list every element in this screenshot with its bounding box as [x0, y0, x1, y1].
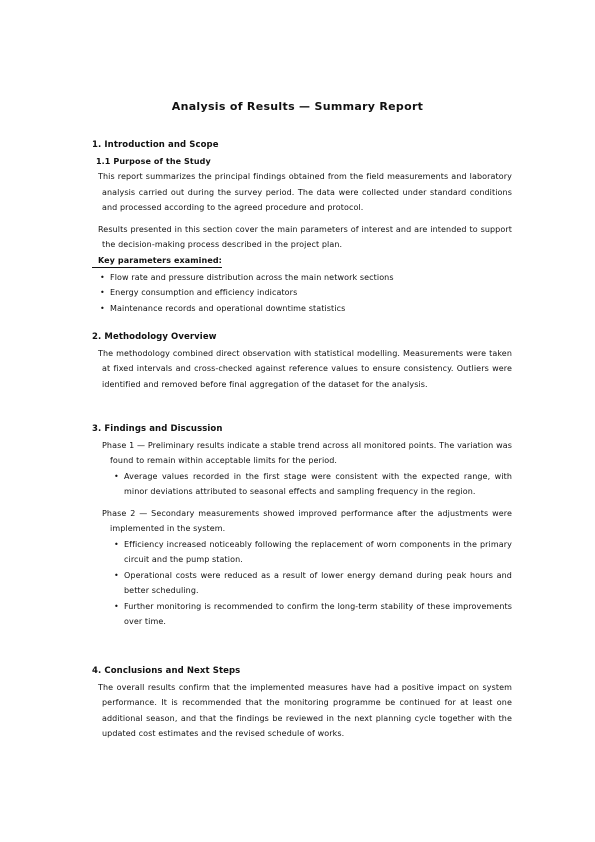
- bullet-list: [92, 270, 512, 317]
- finding-lead: Phase 2 — Secondary measurements showed improved performance after the adjustments were implemented in the system.: [102, 508, 512, 533]
- document-title: Analysis of Results — Summary Report: [171, 100, 424, 113]
- paragraph: The overall results confirm that the implemented measures have had a positive impact on system performance. It is recommended that the monitoring programme be continued for at least one additional season, and that the findings be reviewed in the next planning cycle together with the updated cost estimates and the revised schedule of works.: [98, 682, 512, 738]
- bullet-list: [92, 537, 512, 630]
- list-item: • Further monitoring is recommended to confirm the long-term stability of these improvements over time.: [114, 599, 512, 630]
- section-heading: 4. Conclusions and Next Steps: [92, 666, 241, 676]
- finding-lead: Phase 1 — Preliminary results indicate a stable trend across all monitored points. The variation was found to remain within acceptable limits for the period.: [102, 440, 512, 465]
- list-item: • Flow rate and pressure distribution across the main network sections: [100, 270, 512, 286]
- list-item: • Maintenance records and operational downtime statistics: [100, 301, 512, 317]
- list-item: • Operational costs were reduced as a result of lower energy demand during peak hours and better scheduling.: [114, 568, 512, 599]
- section-methodology: [92, 330, 512, 392]
- section-findings: [92, 422, 512, 630]
- paragraph: This report summarizes the principal findings obtained from the field measurements and laboratory analysis carried out during the survey period. The data were collected under standard conditions and processed according to the agreed procedure and protocol.: [98, 172, 512, 212]
- paragraph: Results presented in this section cover the main parameters of interest and are intended to support the decision-making process described in the project plan.: [98, 224, 512, 249]
- section-heading: 1. Introduction and Scope: [92, 140, 219, 150]
- section-conclusions: [92, 664, 512, 742]
- bullet-list: [92, 469, 512, 500]
- section-subheading: 1.1 Purpose of the Study: [96, 156, 211, 166]
- list-item: • Average values recorded in the first stage were consistent with the expected range, with minor deviations attributed to seasonal effects and sampling frequency in the region.: [114, 469, 512, 500]
- list-item: • Energy consumption and efficiency indicators: [100, 285, 512, 301]
- paragraph: The methodology combined direct observation with statistical modelling. Measurements were taken at fixed intervals and cross-checked against reference values to ensure consistency. Outliers were identified and removed before final aggregation of the dataset for the analysis.: [98, 348, 512, 389]
- list-item: • Efficiency increased noticeably following the replacement of worn components in the primary circuit and the pump station.: [114, 537, 512, 568]
- section-introduction: [92, 138, 512, 316]
- section-heading: 3. Findings and Discussion: [92, 424, 223, 434]
- list-heading: Key parameters examined:: [92, 254, 222, 268]
- section-heading: 2. Methodology Overview: [92, 332, 217, 342]
